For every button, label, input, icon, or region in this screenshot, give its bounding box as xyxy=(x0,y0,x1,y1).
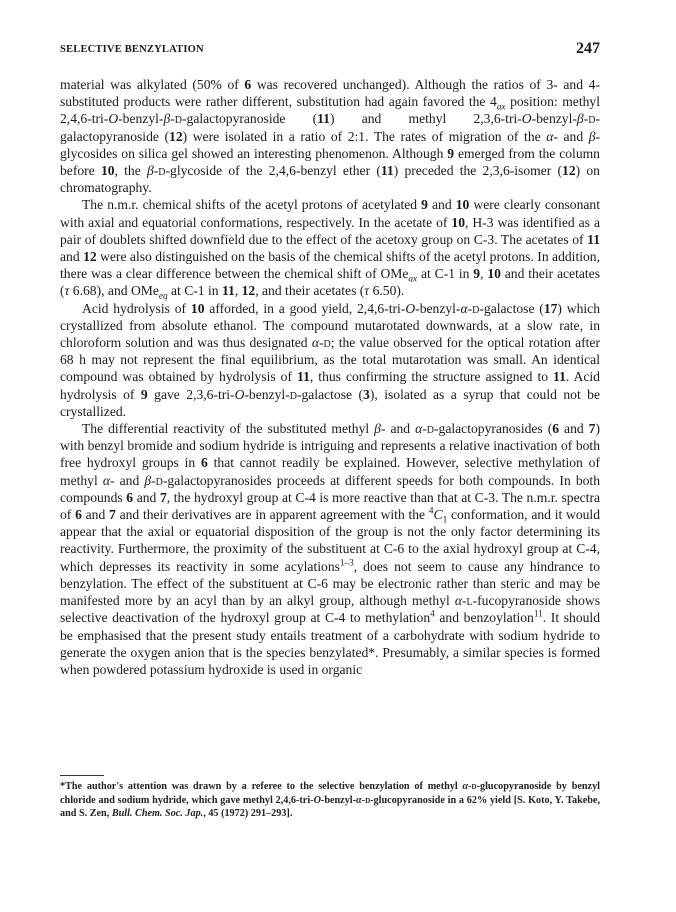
paragraph: The n.m.r. chemical shifts of the acetyl protons of acetylated 9 and 10 were clearly consonant with axial and equatorial conformations, respectively. In the acetate of 10, H-3 was identified as a pair of doublets shifted downfield due to the effect of the acetoxy group on C-3. The acetates of 11 and 12 were also distinguished on the basis of the chemical shifts of the acetyl protons. In addition, there was a clear difference between the chemical shift of OMe$_{ax}$ at C-1 in 9, 10 and their acetates (τ 6.68), and OMe$_{eq}$ at C-1 in 11, 12, and their acetates (τ 6.50). xyxy=(60,197,601,302)
footnote: *The author's attention was drawn by a referee to the selective benzylation of methyl α-d-glucopyranoside by benzyl chloride and sodium hydride, which gave methyl 2,4,6-tri-O-benzyl-α-d-glucopyranoside in a 62% yield [S. Koto, Y. Takebe, and S. Zen, Bull. Chem. Soc. Jap., 45 (1972) 291–293]. xyxy=(60,781,600,820)
paragraph: material was alkylated (50% of 6 was recovered unchanged). Although the ratios of 3- and 4-substituted products were rather different, substitution had again favored the $4_{ax}$ position: methyl 2,4,6-tri-O-benzyl-β-d-galactopyranoside (11) and methyl 2,3,6-tri-O-benzyl-β-d-galactopyranoside (12) were isolated in a ratio of 2:1. The rates of migration of the α- and β-glycosides on silica gel showed an interesting phenomenon. Although 9 emerged from the column before 10, the β-d-glycoside of the 2,4,6-benzyl ether (11) preceded the 2,3,6-isomer (12) on chromatography. xyxy=(60,77,601,196)
footnote-rule xyxy=(60,775,104,776)
page-header xyxy=(60,40,600,62)
body-text xyxy=(60,76,600,678)
page-number: 247 xyxy=(576,40,600,57)
running-head: SELECTIVE BENZYLATION xyxy=(60,44,204,55)
paragraph: Acid hydrolysis of 10 afforded, in a good yield, 2,4,6-tri-O-benzyl-α-d-galactose (17) which crystallized from absolute ethanol. The compound mutarotated downwards, at a slow rate, in chloroform solution and was thus designated α-d; the value observed for the optical rotation after 68 h may not represent the final equilibrium, as the total mutarotation was small. An identical compound was obtained by hydrolysis of 11, thus confirming the structure assigned to 11. Acid hydrolysis of 9 gave 2,3,6-tri-O-benzyl-d-galactose (3), isolated as a syrup that could not be crystallized. xyxy=(60,300,601,419)
paragraph: The differential reactivity of the substituted methyl β- and α-d-galactopyranosides (6 and 7) with benzyl bromide and sodium hydride is intriguing and represents a relative inactivation of both free hydroxyl groups in 6 that cannot readily be explained. However, selective methylation of methyl α- and β-d-galactopyranosides proceeds at different speeds for both compounds. In both compounds 6 and 7, the hydroxyl group at C-4 is more reactive than that at C-3. The n.m.r. spectra of 6 and 7 and their derivatives are in apparent agreement with the $^4C_1$ conformation, and it would appear that the axial or equatorial disposition of the group is not the only factor determining its reactivity. Furthermore, the proximity of the substituent at C-6 to the axial hydroxyl group at C-4, which depresses its reactivity in some acylations$^{1-3}$, does not seem to cause any hindrance to benzylation. The effect of the substituent at C-6 may be electronic rather than steric and may be manifested more by an acyl than by an alkyl group, although methyl α-l-fucopyranoside shows selective deactivation of the hydroxyl group at C-4 to methylation$^4$ and benzoylation$^{11}$. It should be emphasised that the present study entails treatment of a carbohydrate with sodium hydride to generate the oxygen anion that is the species benzylated*. Presumably, a similar species is formed when powdered potassium hydroxide is used in organic xyxy=(60,421,601,677)
